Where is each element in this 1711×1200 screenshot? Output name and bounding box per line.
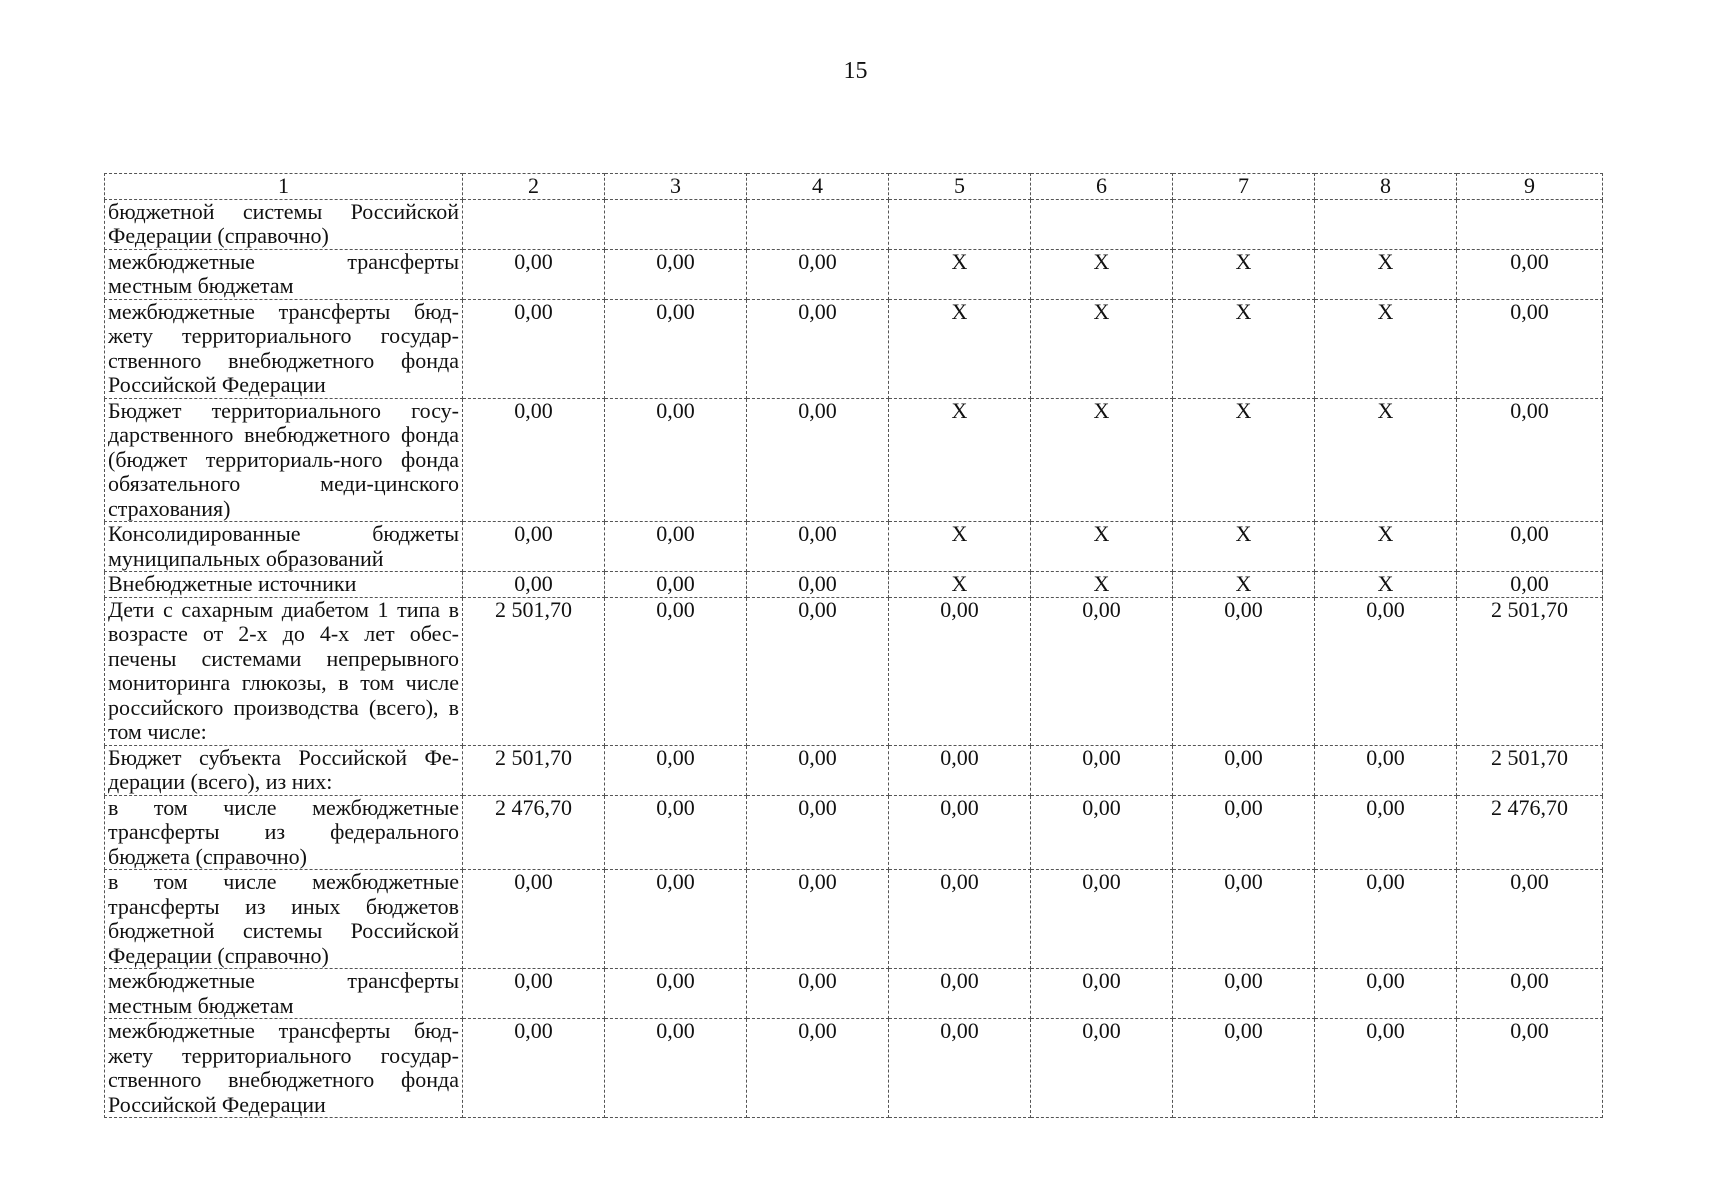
column-header: 5 [889, 174, 1031, 200]
cell-value: 0,00 [1315, 597, 1457, 745]
row-label: межбюджетные трансферты бюд-жету территориального государ-ственного внебюджетного фонда Российской Федерации [105, 299, 463, 398]
cell-value: 0,00 [1031, 745, 1173, 795]
cell-value: X [889, 299, 1031, 398]
cell-value: 0,00 [1315, 969, 1457, 1019]
cell-value: 0,00 [1457, 249, 1603, 299]
cell-value: X [1315, 572, 1457, 598]
cell-value: 0,00 [1031, 969, 1173, 1019]
cell-value: 0,00 [605, 249, 747, 299]
cell-value: 0,00 [1457, 572, 1603, 598]
cell-value: X [1315, 249, 1457, 299]
cell-value: X [1173, 299, 1315, 398]
cell-value: 0,00 [463, 522, 605, 572]
table-row [105, 795, 1603, 870]
row-label: в том числе межбюджетные трансферты из иных бюджетов бюджетной системы Российской Федерации (справочно) [105, 870, 463, 969]
cell-value: 0,00 [1173, 597, 1315, 745]
column-header: 4 [747, 174, 889, 200]
cell-value [1031, 199, 1173, 249]
cell-value: 0,00 [605, 299, 747, 398]
cell-value: 0,00 [889, 1019, 1031, 1118]
column-header: 7 [1173, 174, 1315, 200]
table-row [105, 870, 1603, 969]
cell-value [1173, 199, 1315, 249]
cell-value: 0,00 [747, 299, 889, 398]
cell-value [605, 199, 747, 249]
cell-value: 0,00 [1457, 522, 1603, 572]
cell-value: 0,00 [747, 1019, 889, 1118]
cell-value: 0,00 [747, 249, 889, 299]
column-header: 1 [105, 174, 463, 200]
cell-value: 0,00 [1315, 745, 1457, 795]
cell-value: 0,00 [463, 870, 605, 969]
cell-value: 0,00 [889, 969, 1031, 1019]
cell-value: X [889, 249, 1031, 299]
cell-value [1457, 199, 1603, 249]
cell-value: 2 476,70 [463, 795, 605, 870]
cell-value: 0,00 [1173, 870, 1315, 969]
cell-value: 0,00 [1457, 1019, 1603, 1118]
cell-value: 0,00 [1031, 597, 1173, 745]
cell-value: 0,00 [463, 1019, 605, 1118]
cell-value: 2 501,70 [1457, 597, 1603, 745]
cell-value: 0,00 [463, 249, 605, 299]
page-number: 15 [843, 58, 868, 84]
cell-value: 0,00 [1457, 299, 1603, 398]
cell-value: 0,00 [889, 870, 1031, 969]
table-row [105, 249, 1603, 299]
cell-value: 0,00 [1031, 870, 1173, 969]
column-header: 6 [1031, 174, 1173, 200]
cell-value: 0,00 [605, 745, 747, 795]
cell-value: 0,00 [605, 597, 747, 745]
cell-value: X [1031, 398, 1173, 522]
cell-value: 0,00 [1031, 795, 1173, 870]
column-number-row [105, 174, 1603, 200]
cell-value: 0,00 [605, 969, 747, 1019]
cell-value: 0,00 [1457, 398, 1603, 522]
cell-value: X [1031, 299, 1173, 398]
table-row [105, 299, 1603, 398]
cell-value: 0,00 [1315, 795, 1457, 870]
cell-value: 2 501,70 [1457, 745, 1603, 795]
cell-value: 0,00 [1315, 870, 1457, 969]
cell-value: X [889, 398, 1031, 522]
cell-value: X [889, 522, 1031, 572]
cell-value [463, 199, 605, 249]
cell-value: X [1315, 398, 1457, 522]
cell-value: 0,00 [1031, 1019, 1173, 1118]
cell-value: 0,00 [889, 745, 1031, 795]
row-label: в том числе межбюджетные трансферты из федерального бюджета (справочно) [105, 795, 463, 870]
row-label: Бюджет субъекта Российской Фе-дерации (всего), из них: [105, 745, 463, 795]
row-label: межбюджетные трансферты местным бюджетам [105, 969, 463, 1019]
cell-value: 0,00 [605, 1019, 747, 1118]
cell-value: X [1315, 522, 1457, 572]
column-header: 9 [1457, 174, 1603, 200]
table-row [105, 572, 1603, 598]
column-header: 3 [605, 174, 747, 200]
cell-value: 0,00 [747, 969, 889, 1019]
cell-value: 0,00 [747, 745, 889, 795]
cell-value: 0,00 [605, 795, 747, 870]
cell-value: 0,00 [889, 597, 1031, 745]
cell-value: 0,00 [1457, 969, 1603, 1019]
row-label: Консолидированные бюджеты муниципальных образований [105, 522, 463, 572]
cell-value: 2 501,70 [463, 745, 605, 795]
cell-value: 0,00 [889, 795, 1031, 870]
cell-value: 0,00 [747, 398, 889, 522]
cell-value: 0,00 [605, 398, 747, 522]
column-header: 8 [1315, 174, 1457, 200]
table-row [105, 522, 1603, 572]
table-row [105, 199, 1603, 249]
table-row [105, 1019, 1603, 1118]
table-row [105, 969, 1603, 1019]
cell-value: 0,00 [605, 870, 747, 969]
cell-value: X [1173, 572, 1315, 598]
cell-value: 0,00 [747, 522, 889, 572]
cell-value: X [1315, 299, 1457, 398]
cell-value: 0,00 [1173, 795, 1315, 870]
cell-value: X [1031, 522, 1173, 572]
row-label: Внебюджетные источники [105, 572, 463, 598]
cell-value: X [1031, 249, 1173, 299]
cell-value: 0,00 [747, 597, 889, 745]
cell-value: 0,00 [463, 299, 605, 398]
cell-value: 0,00 [463, 398, 605, 522]
cell-value [747, 199, 889, 249]
row-label: межбюджетные трансферты местным бюджетам [105, 249, 463, 299]
cell-value: X [1031, 572, 1173, 598]
table-row [105, 597, 1603, 745]
cell-value: 0,00 [1315, 1019, 1457, 1118]
row-label: Дети с сахарным диабетом 1 типа в возрасте от 2-х до 4-х лет обес-печены системами непрерывного мониторинга глюкозы, в том числе российского производства (всего), в том числе: [105, 597, 463, 745]
cell-value: 0,00 [1173, 745, 1315, 795]
cell-value: X [1173, 249, 1315, 299]
cell-value: 0,00 [1173, 1019, 1315, 1118]
cell-value: X [889, 572, 1031, 598]
cell-value [889, 199, 1031, 249]
cell-value: 0,00 [1173, 969, 1315, 1019]
cell-value: 0,00 [747, 870, 889, 969]
cell-value: 0,00 [747, 795, 889, 870]
cell-value: X [1173, 522, 1315, 572]
budget-table [104, 173, 1603, 1118]
cell-value: 0,00 [463, 572, 605, 598]
table-body [105, 199, 1603, 1118]
cell-value [1315, 199, 1457, 249]
cell-value: 0,00 [747, 572, 889, 598]
cell-value: 0,00 [463, 969, 605, 1019]
row-label: межбюджетные трансферты бюд-жету территориального государ-ственного внебюджетного фонда Российской Федерации [105, 1019, 463, 1118]
cell-value: 2 476,70 [1457, 795, 1603, 870]
table-row [105, 398, 1603, 522]
cell-value: 0,00 [605, 572, 747, 598]
row-label: Бюджет территориального госу-дарственного внебюджетного фонда (бюджет территориаль-ного фонда обязательного меди-цинского страхования) [105, 398, 463, 522]
cell-value: 0,00 [1457, 870, 1603, 969]
row-label: бюджетной системы Российской Федерации (справочно) [105, 199, 463, 249]
table-row [105, 745, 1603, 795]
column-header: 2 [463, 174, 605, 200]
cell-value: X [1173, 398, 1315, 522]
cell-value: 0,00 [605, 522, 747, 572]
cell-value: 2 501,70 [463, 597, 605, 745]
